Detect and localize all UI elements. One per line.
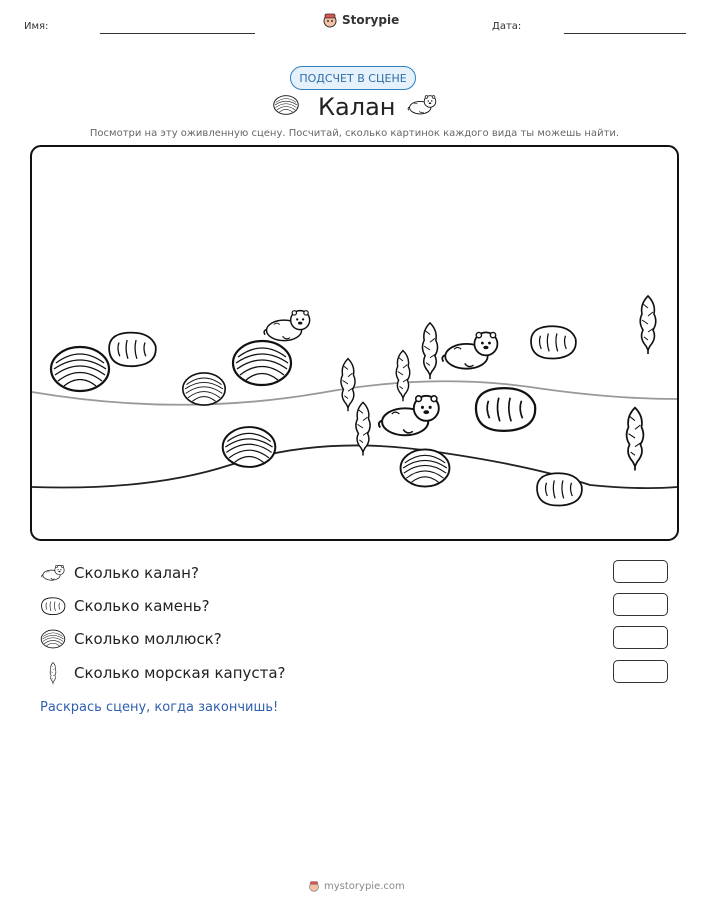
- clam: [223, 427, 276, 467]
- rock: [537, 473, 582, 505]
- answer-box-kelp[interactable]: [613, 660, 668, 683]
- otter-icon: [40, 561, 66, 585]
- question-rocks: [40, 592, 210, 620]
- storypie-mascot-icon: [308, 880, 320, 892]
- answer-box-rocks[interactable]: [613, 593, 668, 616]
- clam: [401, 449, 450, 486]
- site-footer: [308, 880, 405, 892]
- clam-icon: [272, 94, 300, 116]
- rock: [531, 326, 576, 358]
- brand-logo: [322, 12, 399, 28]
- storypie-mascot-icon: [322, 12, 338, 28]
- answer-box-clams[interactable]: [613, 626, 668, 649]
- question-kelp: [40, 659, 286, 687]
- question-text: Сколько морская капуста?: [74, 664, 286, 682]
- clam: [183, 373, 225, 405]
- counting-scene: [30, 145, 679, 541]
- question-text: Сколько камень?: [74, 597, 210, 615]
- coloring-instruction: Раскрась сцену, когда закончишь!: [40, 700, 279, 715]
- name-field-line[interactable]: [100, 33, 255, 34]
- rock-icon: [40, 594, 66, 618]
- clam: [51, 347, 109, 391]
- instructions-text: Посмотри на эту оживленную сцену. Посчитай, сколько картинок каждого вида ты можешь найти.: [89, 128, 620, 139]
- question-otters: [40, 559, 199, 587]
- worksheet-type-badge: ПОДСЧЕТ В СЦЕНЕ: [290, 66, 416, 90]
- date-field-line[interactable]: [564, 33, 686, 34]
- date-label: Дата:: [492, 21, 522, 32]
- clam: [233, 341, 291, 385]
- rock: [476, 388, 535, 431]
- kelp-icon: [40, 661, 66, 685]
- brand-name: Storypie: [342, 13, 400, 27]
- site-url[interactable]: mystorypie.com: [324, 880, 405, 892]
- page-title: Калан: [318, 93, 396, 121]
- question-clams: [40, 625, 222, 653]
- answer-box-otters[interactable]: [613, 560, 668, 583]
- otter-icon: [406, 93, 438, 117]
- question-text: Сколько моллюск?: [74, 630, 222, 648]
- question-text: Сколько калан?: [74, 564, 199, 582]
- name-label: Имя:: [24, 21, 49, 32]
- clam-icon: [40, 627, 66, 651]
- rock: [109, 333, 156, 367]
